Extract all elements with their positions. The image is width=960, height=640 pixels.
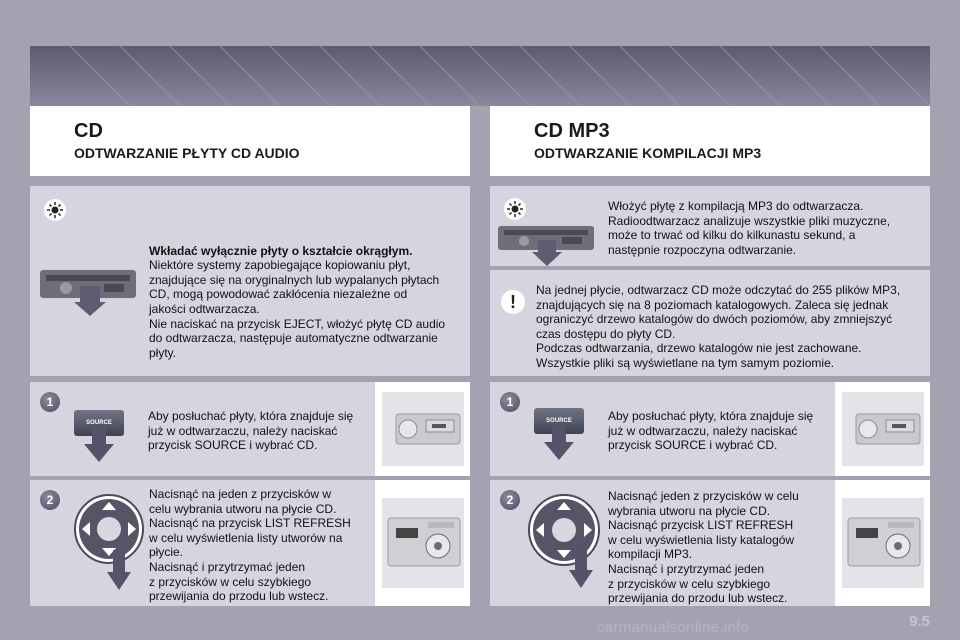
left-tip-text-block xyxy=(149,229,467,375)
right-title: CD MP3 xyxy=(534,120,610,142)
radio-panel-image xyxy=(842,392,924,466)
left-step1-text: Aby posłuchać płyty, która znajduje się już w odtwarzaczu, należy naciskać przycisk SOURCE i wybrać CD. xyxy=(148,409,354,453)
warning-icon: ! xyxy=(501,290,525,314)
step-number-badge: 1 xyxy=(500,392,520,412)
page-number: 9.5 xyxy=(909,613,930,630)
arrow-down-icon xyxy=(542,424,576,460)
left-step2-text: Nacisnąć na jeden z przycisków w celu wybrania utworu na płycie CD. Nacisnąć na przycisk LIST REFRESH w celu wyświetlenia listy utworów na płycie. Nacisnąć i przytrzymać jeden z przycisków w celu szybkiego przewijania do przodu lub wstecz. xyxy=(149,487,351,604)
left-tip-panel xyxy=(30,186,470,376)
sun-icon xyxy=(44,199,66,221)
radio-panel-image xyxy=(382,498,464,588)
left-title-box xyxy=(30,106,470,176)
arrow-down-icon xyxy=(106,550,132,590)
banner-pattern xyxy=(30,46,930,106)
sun-icon xyxy=(504,198,526,220)
radio-panel-image xyxy=(842,498,924,588)
right-step2-panel xyxy=(490,480,930,606)
header-banner xyxy=(30,46,930,106)
right-warning-panel xyxy=(490,270,930,376)
right-tip-panel xyxy=(490,186,930,266)
source-button-icon: SOURCE xyxy=(74,410,124,436)
radio-unit-icon xyxy=(40,266,140,323)
source-button-icon: SOURCE xyxy=(534,408,584,434)
arrow-down-icon xyxy=(568,548,594,588)
radio-panel-image xyxy=(382,392,464,466)
left-subtitle: ODTWARZANIE PŁYTY CD AUDIO xyxy=(74,145,300,161)
right-step1-text: Aby posłuchać płyty, która znajduje się już w odtwarzaczu, należy naciskać przycisk SOURCE i wybrać CD. xyxy=(608,409,814,453)
step-number-badge: 1 xyxy=(40,392,60,412)
step-number-badge: 2 xyxy=(40,490,60,510)
left-tip-text: Niektóre systemy zapobiegające kopiowaniu płyt, znajdujące się na oryginalnych lub wypalanych płytach CD, mogą powodować zakłócenia niezależne od jakości odtwarzacza. Nie naciskać na przycisk EJECT, włożyć płytę CD audio do odtwarzacza, następuje automatyczne odtwarzanie płyty. xyxy=(149,258,446,360)
right-step1-panel xyxy=(490,382,930,476)
left-title: CD xyxy=(74,120,103,142)
left-step1-panel xyxy=(30,382,470,476)
watermark: carmanualsonline.info xyxy=(597,619,750,636)
right-warning-text: Na jednej płycie, odtwarzacz CD może odczytać do 255 plików MP3, znajdujących się na 8 poziomach katalogowych. Zaleca się jednak ograniczyć drzewo katalogów do dwóch poziomów, aby zmniejszyć czas dostępu do płyty CD. Podczas odtwarzania, drzewo katalogów nie jest zachowane. Wszystkie pliki są wyświetlane na tym samym poziomie. xyxy=(536,283,901,370)
arrow-down-icon xyxy=(82,426,116,462)
radio-unit-icon xyxy=(498,222,598,271)
step-number-badge: 2 xyxy=(500,490,520,510)
left-step2-panel xyxy=(30,480,470,606)
right-title-box xyxy=(490,106,930,176)
right-subtitle: ODTWARZANIE KOMPILACJI MP3 xyxy=(534,145,762,161)
right-tip-text: Włożyć płytę z kompilacją MP3 do odtwarzacza. Radioodtwarzacz analizuje wszystkie pliki muzyczne, może to trwać od kilku do kilkunastu sekund, a następnie rozpoczyna odtwarzanie. xyxy=(608,199,891,257)
right-step2-text: Nacisnąć jeden z przycisków w celu wybrania utworu na płycie CD. Nacisnąć przycisk LIST REFRESH w celu wyświetlenia listy katalogów kompilacji MP3. Nacisnąć i przytrzymać jeden z przycisków w celu szybkiego przewijania do przodu lub wstecz. xyxy=(608,489,799,606)
left-tip-bold: Wkładać wyłącznie płyty o kształcie okrągłym. xyxy=(149,243,413,258)
